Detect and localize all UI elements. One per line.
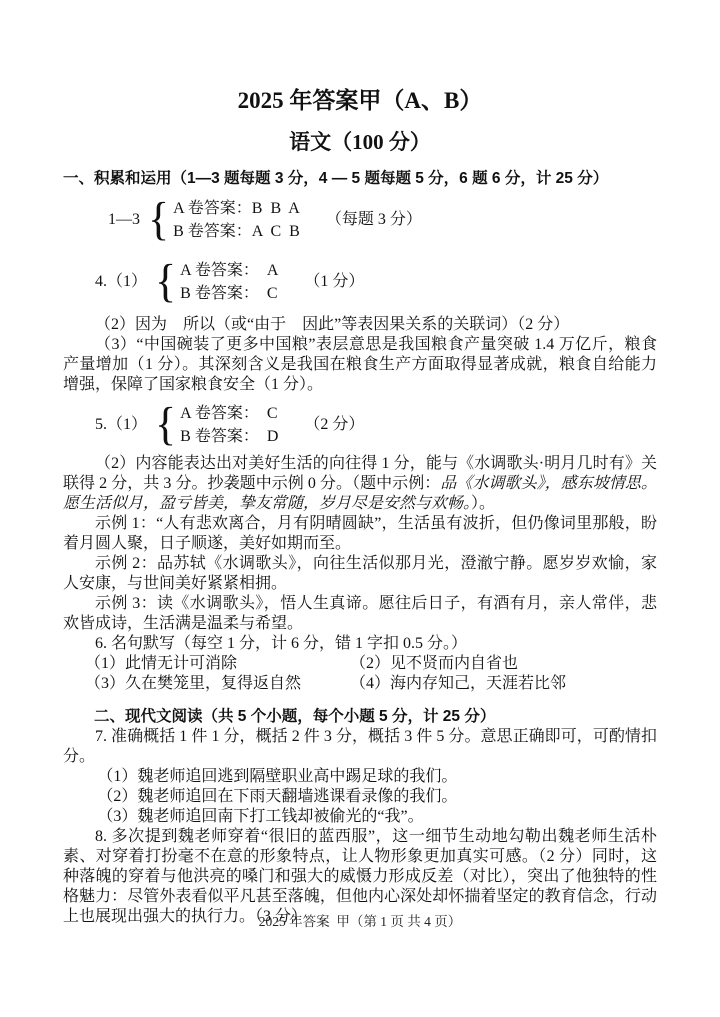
q5-2-answer <box>63 454 657 514</box>
paper-b-answer: B 卷答案： C <box>180 285 278 302</box>
answers-q5-1 <box>95 398 657 451</box>
q5-example-1: 示例 1：“人有悲欢离合，月有阴晴圆缺”，生活虽有波折，但仍像词里那般，盼着月圆人聚，日子顺遂，美好如期而至。 <box>63 515 657 552</box>
q5-2-quoted-sample: 品《水调歌头》，感东坡情思。愿生活似月，盈亏皆美，挚友常随，岁月尽是安然与欢畅。 <box>63 475 657 512</box>
q6-item-3: （3）久在樊笼里，复得返自然 <box>85 675 302 692</box>
page-subtitle: 语文（100 分） <box>289 130 431 154</box>
q5-example-2: 示例 2：品苏轼《水调歌头》，向往生活似那月光，澄澈宁静。愿岁岁欢愉，家人安康，与世间美好紧紧相拥。 <box>63 555 657 592</box>
section2-heading: 二、现代文阅读（共 5 个小题，每个小题 5 分，计 25 分） <box>94 708 496 725</box>
left-brace-icon: { <box>148 193 170 246</box>
paper-a-answer: A 卷答案： C <box>180 405 278 422</box>
answer-rows <box>180 259 278 305</box>
answer-rows <box>180 402 278 448</box>
answers-q4-1 <box>95 255 657 308</box>
left-brace-icon: { <box>155 255 177 308</box>
paper-a-answer: A 卷答案： A <box>180 262 279 279</box>
paper-b-answers: B 卷答案：A C B <box>173 223 300 240</box>
answer-rows <box>173 197 300 243</box>
page-title: 2025 年答案甲（A、B） <box>237 88 483 113</box>
q5-example-3: 示例 3：读《水调歌头》，悟人生真谛。愿往后日子，有酒有月，亲人常伴，悲欢皆成诗，生活满是温柔与希望。 <box>63 595 657 632</box>
score-note: （2 分） <box>304 416 365 433</box>
score-note: （每题 3 分） <box>325 211 422 228</box>
q6-item-2: （2）见不贤而内自省也 <box>350 655 519 672</box>
question-label: 4.（1） <box>95 273 148 290</box>
left-brace-icon: { <box>155 398 177 451</box>
paper-b-answer: B 卷答案： D <box>180 428 279 445</box>
q6-item-1: （1）此情无计可消除 <box>85 655 238 672</box>
page-footer: 2025 年答案 甲（第 1 页 共 4 页） <box>258 914 462 929</box>
q6-answers-row-2 <box>63 674 657 694</box>
q7-item-1: （1）魏老师追回逃到隔壁职业高中踢足球的我们。 <box>97 768 458 785</box>
q8-answer: 8. 多次提到魏老师穿着“很旧的蓝西服”，这一细节生动地勾勒出魏老师生活朴素、对穿着打扮毫不在意的形象特点，让人物形象更加真实可感。（2 分）同时，这种落魄的穿着与他洪亮的嗓门和强大的威慑力形成反差（对比），突出了他独特的性格魅力：尽管外表看似平凡甚至落魄，但他内心深处却怀揣着坚定的教育信念，行动上也展现出强大的执行力。（3 分） <box>63 828 657 925</box>
q7-item-2: （2）魏老师追回在下雨天翻墙逃课看录像的我们。 <box>97 788 458 805</box>
answers-q1-3 <box>108 193 657 246</box>
question-range-label: 1—3 <box>108 211 140 228</box>
section1-heading: 一、积累和运用（1—3 题每题 3 分，4 — 5 题每题 5 分，6 题 6 分，计 25 分） <box>63 170 609 187</box>
q4-3-answer: （3）“中国碗装了更多中国粮”表层意思是我国粮食产量突破 1.4 万亿斤，粮食产量增加（1 分）。其深刻含义是我国在粮食生产方面取得显著成就，粮食自给能力增强，保障了国家粮食安全（1 分）。 <box>63 336 657 393</box>
q7-item-3: （3）魏老师追回南下打工钱却被偷光的“我”。 <box>97 808 424 825</box>
q4-2-answer: （2）因为 所以（或“由于 因此”等表因果关系的关联词）（2 分） <box>95 316 570 333</box>
q7-intro: 7. 准确概括 1 件 1 分，概括 2 件 3 分，概括 3 件 5 分。意思正确即可，可酌情扣分。 <box>63 728 657 765</box>
q6-intro: 6. 名句默写（每空 1 分，计 6 分，错 1 字扣 0.5 分。） <box>95 635 468 652</box>
q6-item-4: （4）海内存知己，天涯若比邻 <box>350 675 567 692</box>
q5-2-normal-text: （2）内容能表达出对美好生活的向往得 1 分，能与《水调歌头·明月几时有》关联得 2 分，共 3 分。抄袭题中示例 0 分。（题中示例： <box>63 455 657 492</box>
score-note: （1 分） <box>304 273 365 290</box>
q6-answers-row-1 <box>63 654 657 674</box>
paper-a-answers: A 卷答案：B B A <box>173 200 300 217</box>
question-label: 5.（1） <box>95 416 148 433</box>
q5-2-tail: ）。 <box>471 495 496 512</box>
